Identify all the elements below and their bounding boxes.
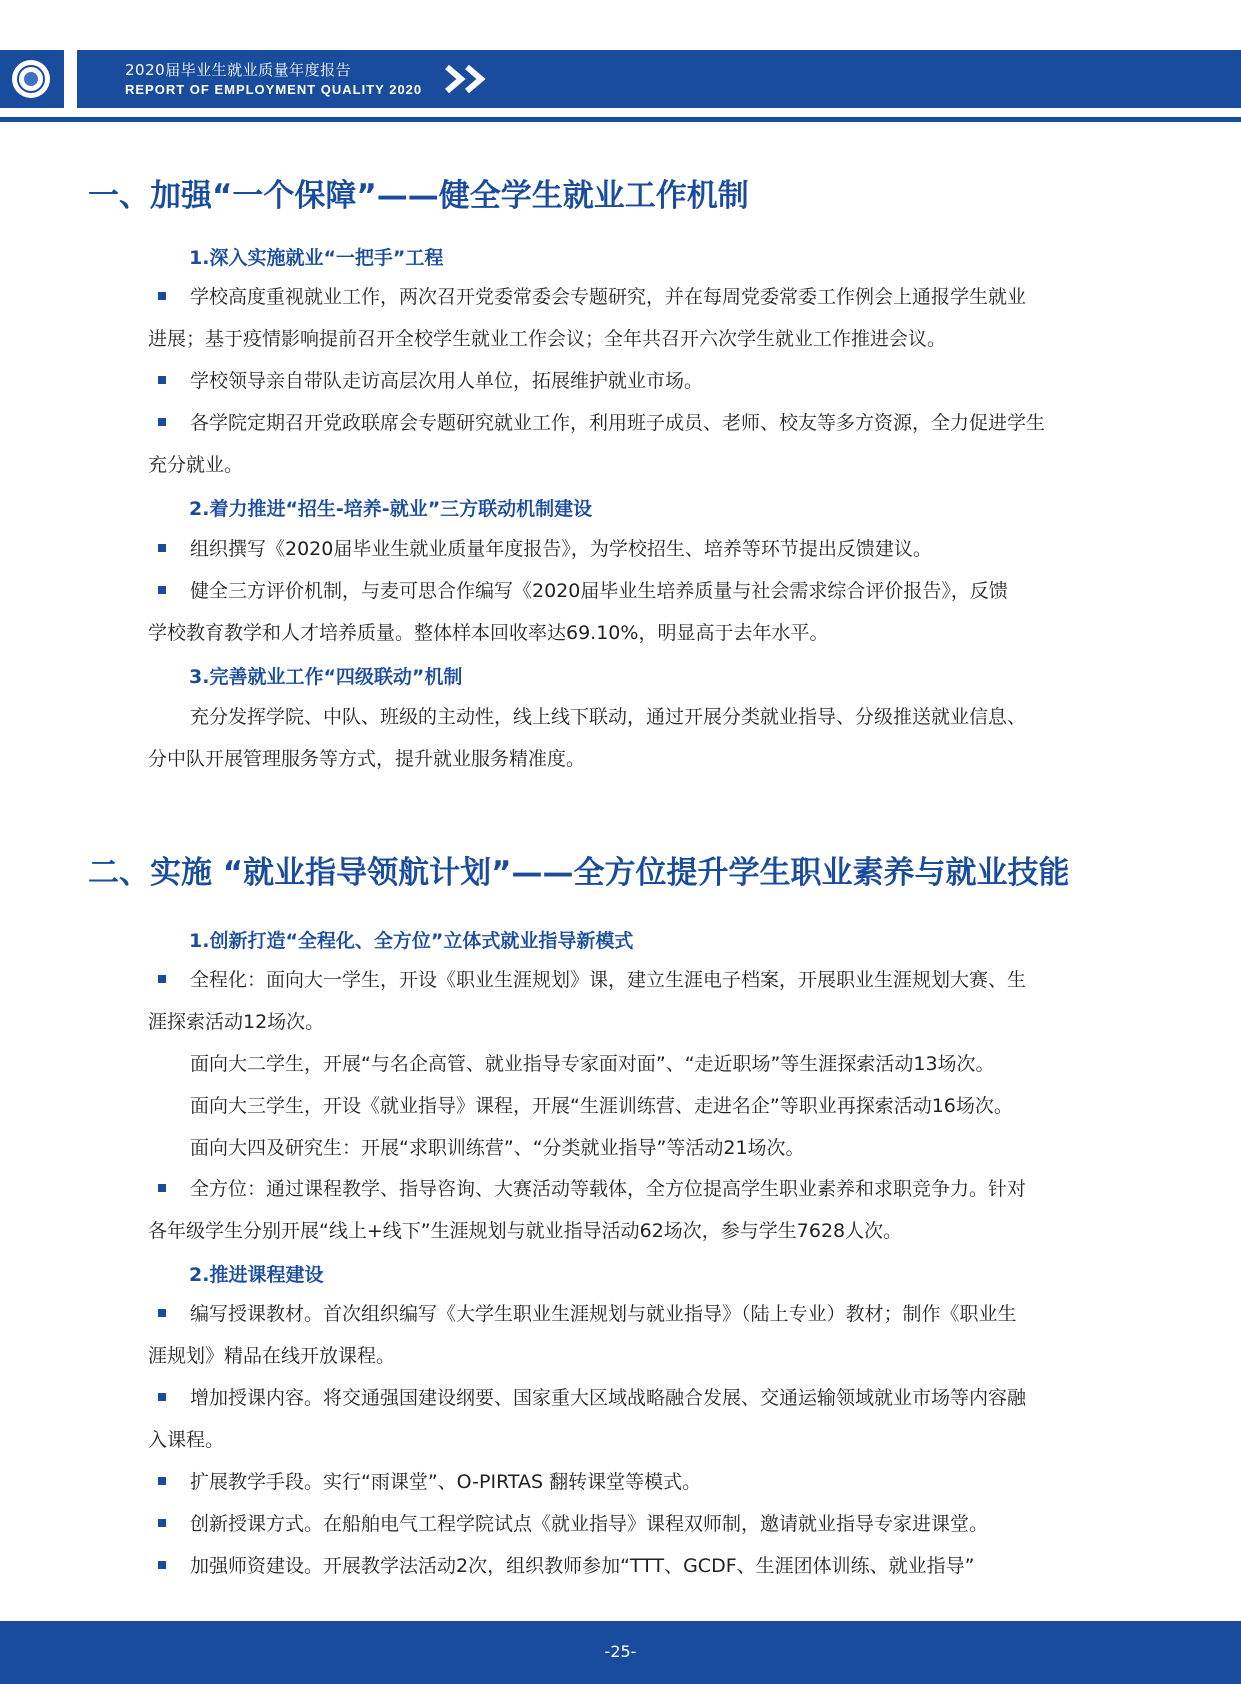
- section2-title: 二、实施 “就业指导领航计划”——全方位提升学生职业素养与就业技能: [88, 855, 1070, 891]
- paragraph: 加强师资建设。开展教学法活动2次，组织教师参加“TTT、GCDF、生涯团体训练、就业指导”: [190, 1555, 975, 1577]
- section2-sub2-title: 2.推进课程建设: [189, 1264, 324, 1286]
- section1-sub3-title: 3.完善就业工作“四级联动”机制: [189, 666, 463, 688]
- paragraph: 学校高度重视就业工作，两次召开党委常委会专题研究，并在每周党委常委工作例会上通报学生就业 进展；基于疫情影响提前召开全校学生就业工作会议；全年共召开六次学生就业工作推进会议。: [148, 286, 1027, 350]
- footer-band: [0, 1621, 1241, 1684]
- paragraph: 各学院定期召开党政联席会专题研究就业工作，利用班子成员、老师、校友等多方资源，全力促进学生 充分就业。: [148, 412, 1046, 476]
- paragraph: 健全三方评价机制，与麦可思合作编写《2020届毕业生培养质量与社会需求综合评价报告》，反馈 学校教育教学和人才培养质量。整体样本回收率达69.10%，明显高于去年水平。: [148, 580, 1008, 644]
- header-title: 2020届毕业生就业质量年度报告: [125, 61, 352, 79]
- header-subtitle: REPORT OF EMPLOYMENT QUALITY 2020: [125, 82, 423, 97]
- paragraph: 学校领导亲自带队走访高层次用人单位，拓展维护就业市场。: [190, 370, 704, 392]
- header-divider: [0, 117, 1241, 122]
- paragraph: 编写授课教材。首次组织编写《大学生职业生涯规划与就业指导》（陆上专业）教材；制作《职业生 涯规划》精品在线开放课程。: [148, 1303, 1017, 1367]
- page-number: -25-: [604, 1642, 637, 1661]
- section1-title: 一、加强“一个保障”——健全学生就业工作机制: [88, 178, 749, 214]
- paragraph: 扩展教学手段。实行“雨课堂”、O-PIRTAS 翻转课堂等模式。: [190, 1471, 702, 1493]
- paragraph: 全程化：面向大一学生，开设《职业生涯规划》课，建立生涯电子档案，开展职业生涯规划大赛、生 涯探索活动12场次。: [148, 969, 1027, 1033]
- header-band: [77, 50, 1241, 108]
- section1-sub2-title: 2.着力推进“招生-培养-就业”三方联动机制建设: [189, 498, 593, 520]
- paragraph: 创新授课方式。在船舶电气工程学院试点《就业指导》课程双师制，邀请就业指导专家进课堂。: [190, 1513, 989, 1535]
- paragraph: 全方位：通过课程教学、指导咨询、大赛活动等载体，全方位提高学生职业素养和求职竞争力。针对 各年级学生分别开展“线上+线下”生涯规划与就业指导活动62场次，参与学生7628人次。: [148, 1178, 1027, 1242]
- paragraph: 充分发挥学院、中队、班级的主动性，线上线下联动，通过开展分类就业指导、分级推送就业信息、 分中队开展管理服务等方式，提升就业服务精准度。: [148, 706, 1027, 770]
- paragraph: 面向大二学生，开展“与名企高管、就业指导专家面对面”、“走近职场”等生涯探索活动13场次。 面向大三学生，开设《就业指导》课程，开展“生涯训练营、走进名企”等职业再探索活动16场次。 面向大四及研究生：开展“求职训练营”、“分类就业指导”等活动21场次。: [190, 1053, 1013, 1159]
- university-logo-icon: [12, 60, 50, 98]
- paragraph: 组织撰写《2020届毕业生就业质量年度报告》，为学校招生、培养等环节提出反馈建议。: [190, 538, 932, 560]
- double-chevron-right-icon: [443, 63, 493, 95]
- paragraph: 增加授课内容。将交通强国建设纲要、国家重大区域战略融合发展、交通运输领域就业市场等内容融 入课程。: [148, 1387, 1027, 1451]
- section2-sub1-title: 1.创新打造“全程化、全方位”立体式就业指导新模式: [189, 930, 634, 952]
- section1-sub1-title: 1.深入实施就业“一把手”工程: [189, 247, 444, 269]
- header-logo-box: [0, 50, 64, 108]
